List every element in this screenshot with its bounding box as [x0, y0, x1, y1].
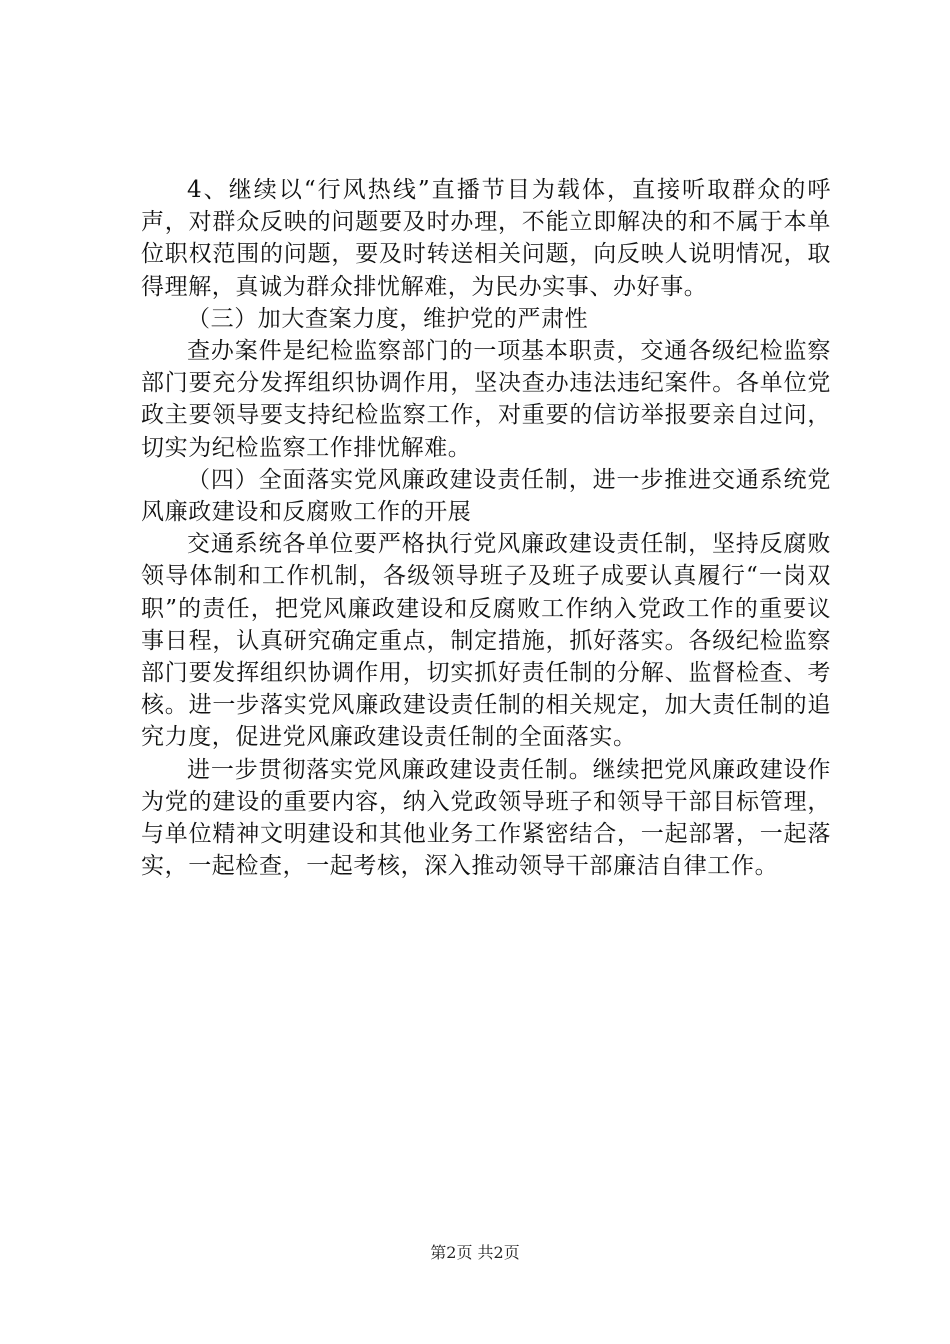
paragraph-implementation: 进一步贯彻落实党风廉政建设责任制。继续把党风廉政建设作为党的建设的重要内容，纳入党政领导班子和领导干部目标管理，与单位精神文明建设和其他业务工作紧密结合，一起部署，一起落实，一起检查，一起考核，深入推动领导干部廉洁自律工作。	[141, 756, 831, 880]
paragraph-responsibility-system: 交通系统各单位要严格执行党风廉政建设责任制，坚持反腐败领导体制和工作机制，各级领导班子及班子成要认真履行“一岗双职”的责任，把党风廉政建设和反腐败工作纳入党政工作的重要议事日程，认真研究确定重点，制定措施，抓好落实。各级纪检监察部门要发挥组织协调作用，切实抓好责任制的分解、监督检查、考核。进一步落实党风廉政建设责任制的相关规定，加大责任制的追究力度，促进党风廉政建设责任制的全面落实。	[141, 531, 831, 751]
paragraph-item-4: 4、继续以“行风热线”直播节目为载体，直接听取群众的呼声，对群众反映的问题要及时办理，不能立即解决的和不属于本单位职权范围的问题，要及时转送相关问题，向反映人说明情况，取得理解，真诚为群众排忧解难，为民办实事、办好事。	[141, 177, 831, 300]
section-heading-3: （三）加大查案力度，维护党的严肃性	[187, 305, 589, 332]
section-heading-4: （四）全面落实党风廉政建设责任制，进一步推进交通系统党风廉政建设和反腐败工作的开展	[141, 466, 831, 526]
page-number-footer: 第2页 共2页	[430, 1243, 520, 1262]
document-body	[141, 174, 831, 882]
paragraph-case-handling: 查办案件是纪检监察部门的一项基本职责，交通各级纪检监察部门要充分发挥组织协调作用，坚决查办违法违纪案件。各单位党政主要领导要支持纪检监察工作，对重要的信访举报要亲自过问，切实为纪检监察工作排忧解难。	[141, 338, 831, 461]
